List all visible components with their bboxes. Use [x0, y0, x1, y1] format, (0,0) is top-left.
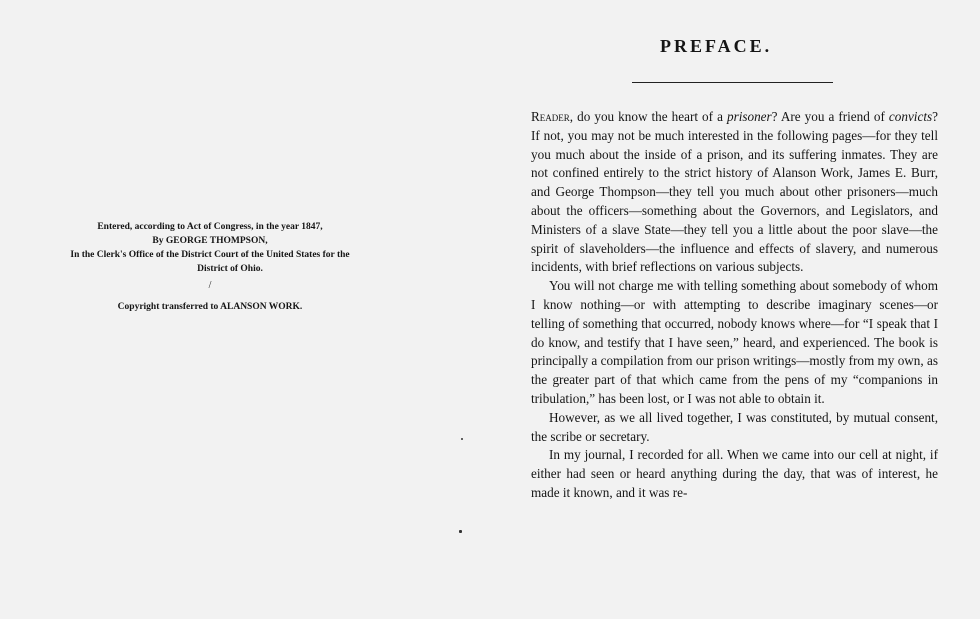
preface-body [531, 108, 938, 503]
copyright-transfer-line: Copyright transferred to ALANSON WORK. [117, 302, 303, 312]
preface-paragraph-3: However, as we all lived together, I was constituted, by mutual consent, the scribe or secretary. [531, 409, 938, 444]
print-speck [461, 438, 463, 440]
page-title: PREFACE. [660, 36, 773, 56]
preface-paragraph-4: In my journal, I recorded for all. When we came into our cell at night, if either had seen or heard anything during the day, that was of interest, he made it known, and it was re- [531, 447, 938, 500]
copyright-district-line: District of Ohio. [197, 264, 263, 274]
lead-word: Reader [531, 109, 570, 124]
p1-text-a: , do you know the heart of a [569, 109, 727, 124]
right-page [470, 0, 980, 619]
emphasis-convicts: convicts [888, 109, 933, 124]
preface-paragraph-2: You will not charge me with telling something about somebody of whom I know nothing—or with attempting to describe imaginary scenes—or telling of something that occurred, nobody knows where—for “I speak that I do know, and testify that I have seen,” heard, and experienced. The book is principally a compilation from our prison writings—mostly from my own, as the greater part of that which came from the pens of my “companions in tribulation,” has been lost, or I was not able to obtain it. [531, 278, 938, 406]
title-rule [632, 82, 833, 83]
stray-mark: / [208, 280, 212, 291]
preface-paragraph-1 [531, 108, 938, 277]
copyright-author-line: By GEORGE THOMPSON, [152, 236, 268, 246]
copyright-entered-line: Entered, according to Act of Congress, in the year 1847, [97, 222, 323, 232]
copyright-office-line: In the Clerk's Office of the District Court of the United States for the [70, 250, 350, 260]
p1-text-c: ? If not, you may not be much interested in the following pages—for they tell you much about the inside of a prison, and its suffering inmates. They are not confined entirely to the strict history of Alanson Work, James E. Burr, and George Thompson—they tell you much about other prisoners—much about the officers—something about the Governors, and Legislators, and Ministers of a slave State—they tell you a little about the poor slave—the spirit of slaveholders—the influence and effects of slavery, and numerous incidents, with brief reflections on various subjects. [531, 109, 938, 275]
p1-text-b: ? Are you a friend of [771, 109, 889, 124]
print-speck [459, 530, 462, 533]
copyright-notice [30, 220, 390, 314]
emphasis-prisoner: prisoner [726, 109, 772, 124]
left-page [0, 0, 470, 619]
